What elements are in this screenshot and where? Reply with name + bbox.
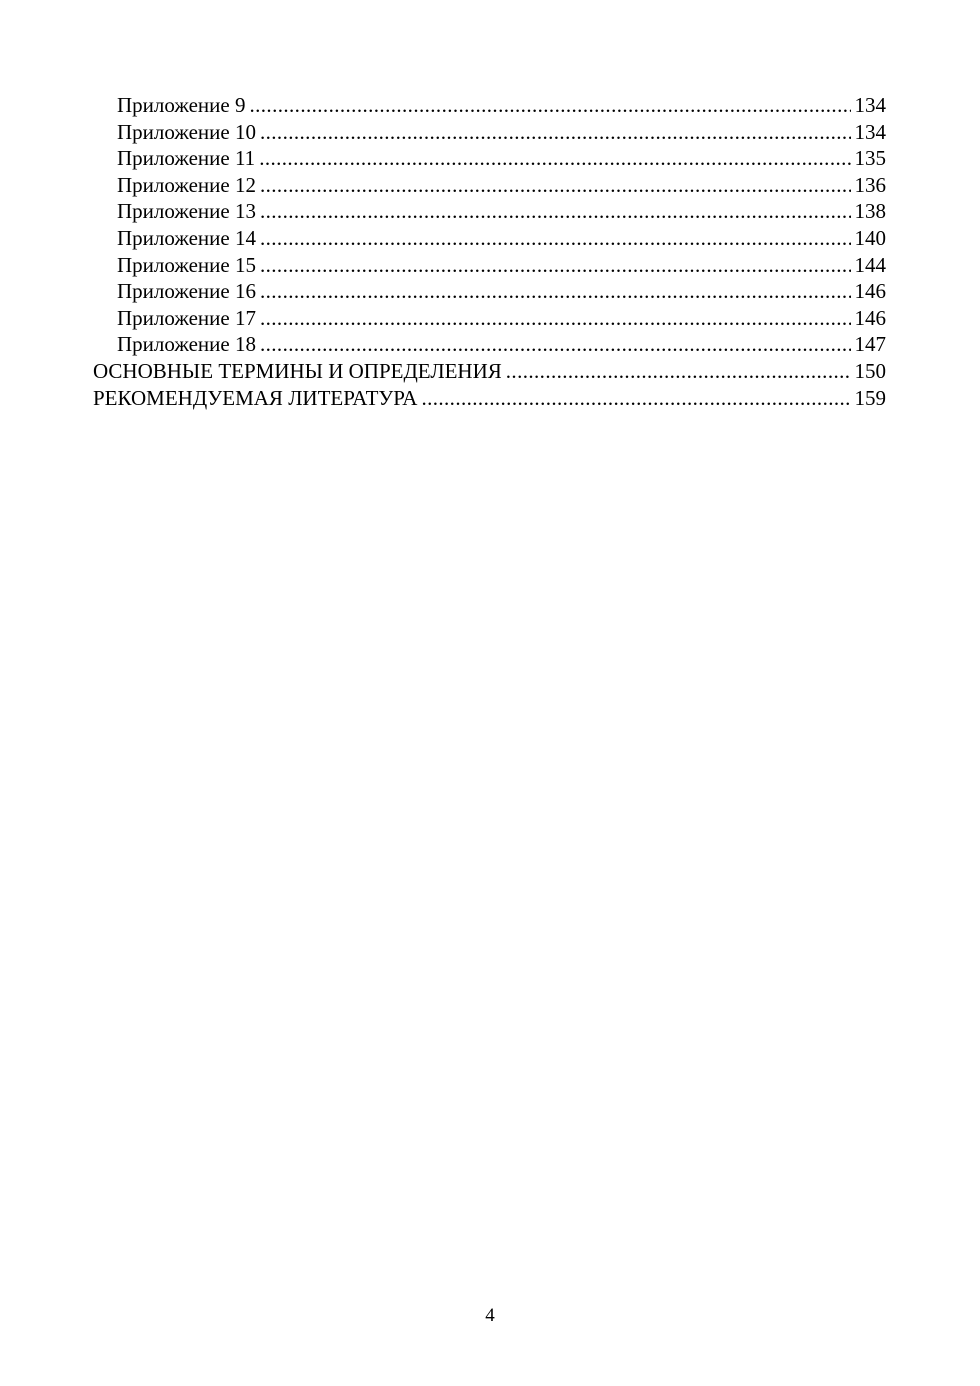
toc-entry-title: Приложение 18 xyxy=(117,332,256,357)
table-of-contents xyxy=(93,92,886,411)
dot-leader xyxy=(260,198,851,225)
toc-entry-page: 134 xyxy=(854,93,886,117)
toc-entry-appendix-15[interactable] xyxy=(93,252,886,279)
toc-entry-page: 146 xyxy=(854,305,886,330)
dot-leader xyxy=(260,252,851,279)
toc-entry-title: Приложение 10 xyxy=(117,119,256,144)
dot-leader xyxy=(260,278,851,305)
toc-entry-title: ОСНОВНЫЕ ТЕРМИНЫ И ОПРЕДЕЛЕНИЯ xyxy=(93,358,502,383)
dot-leader xyxy=(260,225,851,252)
page-number: 4 xyxy=(485,1305,495,1326)
toc-entry-appendix-10[interactable] xyxy=(93,119,886,146)
toc-entry-appendix-9[interactable] xyxy=(93,92,886,119)
toc-entry-terms-and-definitions[interactable] xyxy=(93,358,886,385)
toc-entry-title: Приложение 12 xyxy=(117,172,256,197)
toc-entry-appendix-14[interactable] xyxy=(93,225,886,252)
toc-entry-page: 135 xyxy=(854,146,886,171)
toc-entry-page: 147 xyxy=(854,332,886,357)
dot-leader xyxy=(259,145,850,172)
toc-entry-title: Приложение 14 xyxy=(117,225,256,250)
dot-leader xyxy=(260,119,851,146)
toc-entry-title: Приложение 15 xyxy=(117,252,256,277)
toc-entry-title: Приложение 17 xyxy=(117,305,256,330)
toc-entry-appendix-11[interactable] xyxy=(93,145,886,172)
dot-leader xyxy=(260,305,851,332)
toc-entry-page: 138 xyxy=(854,199,886,224)
dot-leader xyxy=(506,358,851,385)
toc-entry-page: 159 xyxy=(854,385,886,410)
toc-entry-recommended-literature[interactable] xyxy=(93,385,886,412)
toc-entry-appendix-16[interactable] xyxy=(93,278,886,305)
dot-leader xyxy=(249,92,850,119)
toc-entry-title: Приложение 13 xyxy=(117,199,256,224)
toc-entry-title: Приложение 9 xyxy=(117,93,246,117)
dot-leader xyxy=(421,385,850,412)
toc-entry-page: 144 xyxy=(854,252,886,277)
dot-leader xyxy=(260,331,851,358)
toc-entry-title: Приложение 11 xyxy=(117,146,256,171)
toc-entry-page: 150 xyxy=(854,358,886,383)
toc-entry-appendix-12[interactable] xyxy=(93,172,886,199)
toc-entry-page: 146 xyxy=(854,279,886,304)
toc-entry-title: Приложение 16 xyxy=(117,279,256,304)
toc-entry-title: РЕКОМЕНДУЕМАЯ ЛИТЕРАТУРА xyxy=(93,385,418,410)
dot-leader xyxy=(260,172,851,199)
toc-entry-appendix-13[interactable] xyxy=(93,198,886,225)
toc-entry-appendix-18[interactable] xyxy=(93,331,886,358)
toc-entry-appendix-17[interactable] xyxy=(93,305,886,332)
toc-entry-page: 136 xyxy=(854,172,886,197)
toc-entry-page: 140 xyxy=(854,225,886,250)
toc-entry-page: 134 xyxy=(854,119,886,144)
